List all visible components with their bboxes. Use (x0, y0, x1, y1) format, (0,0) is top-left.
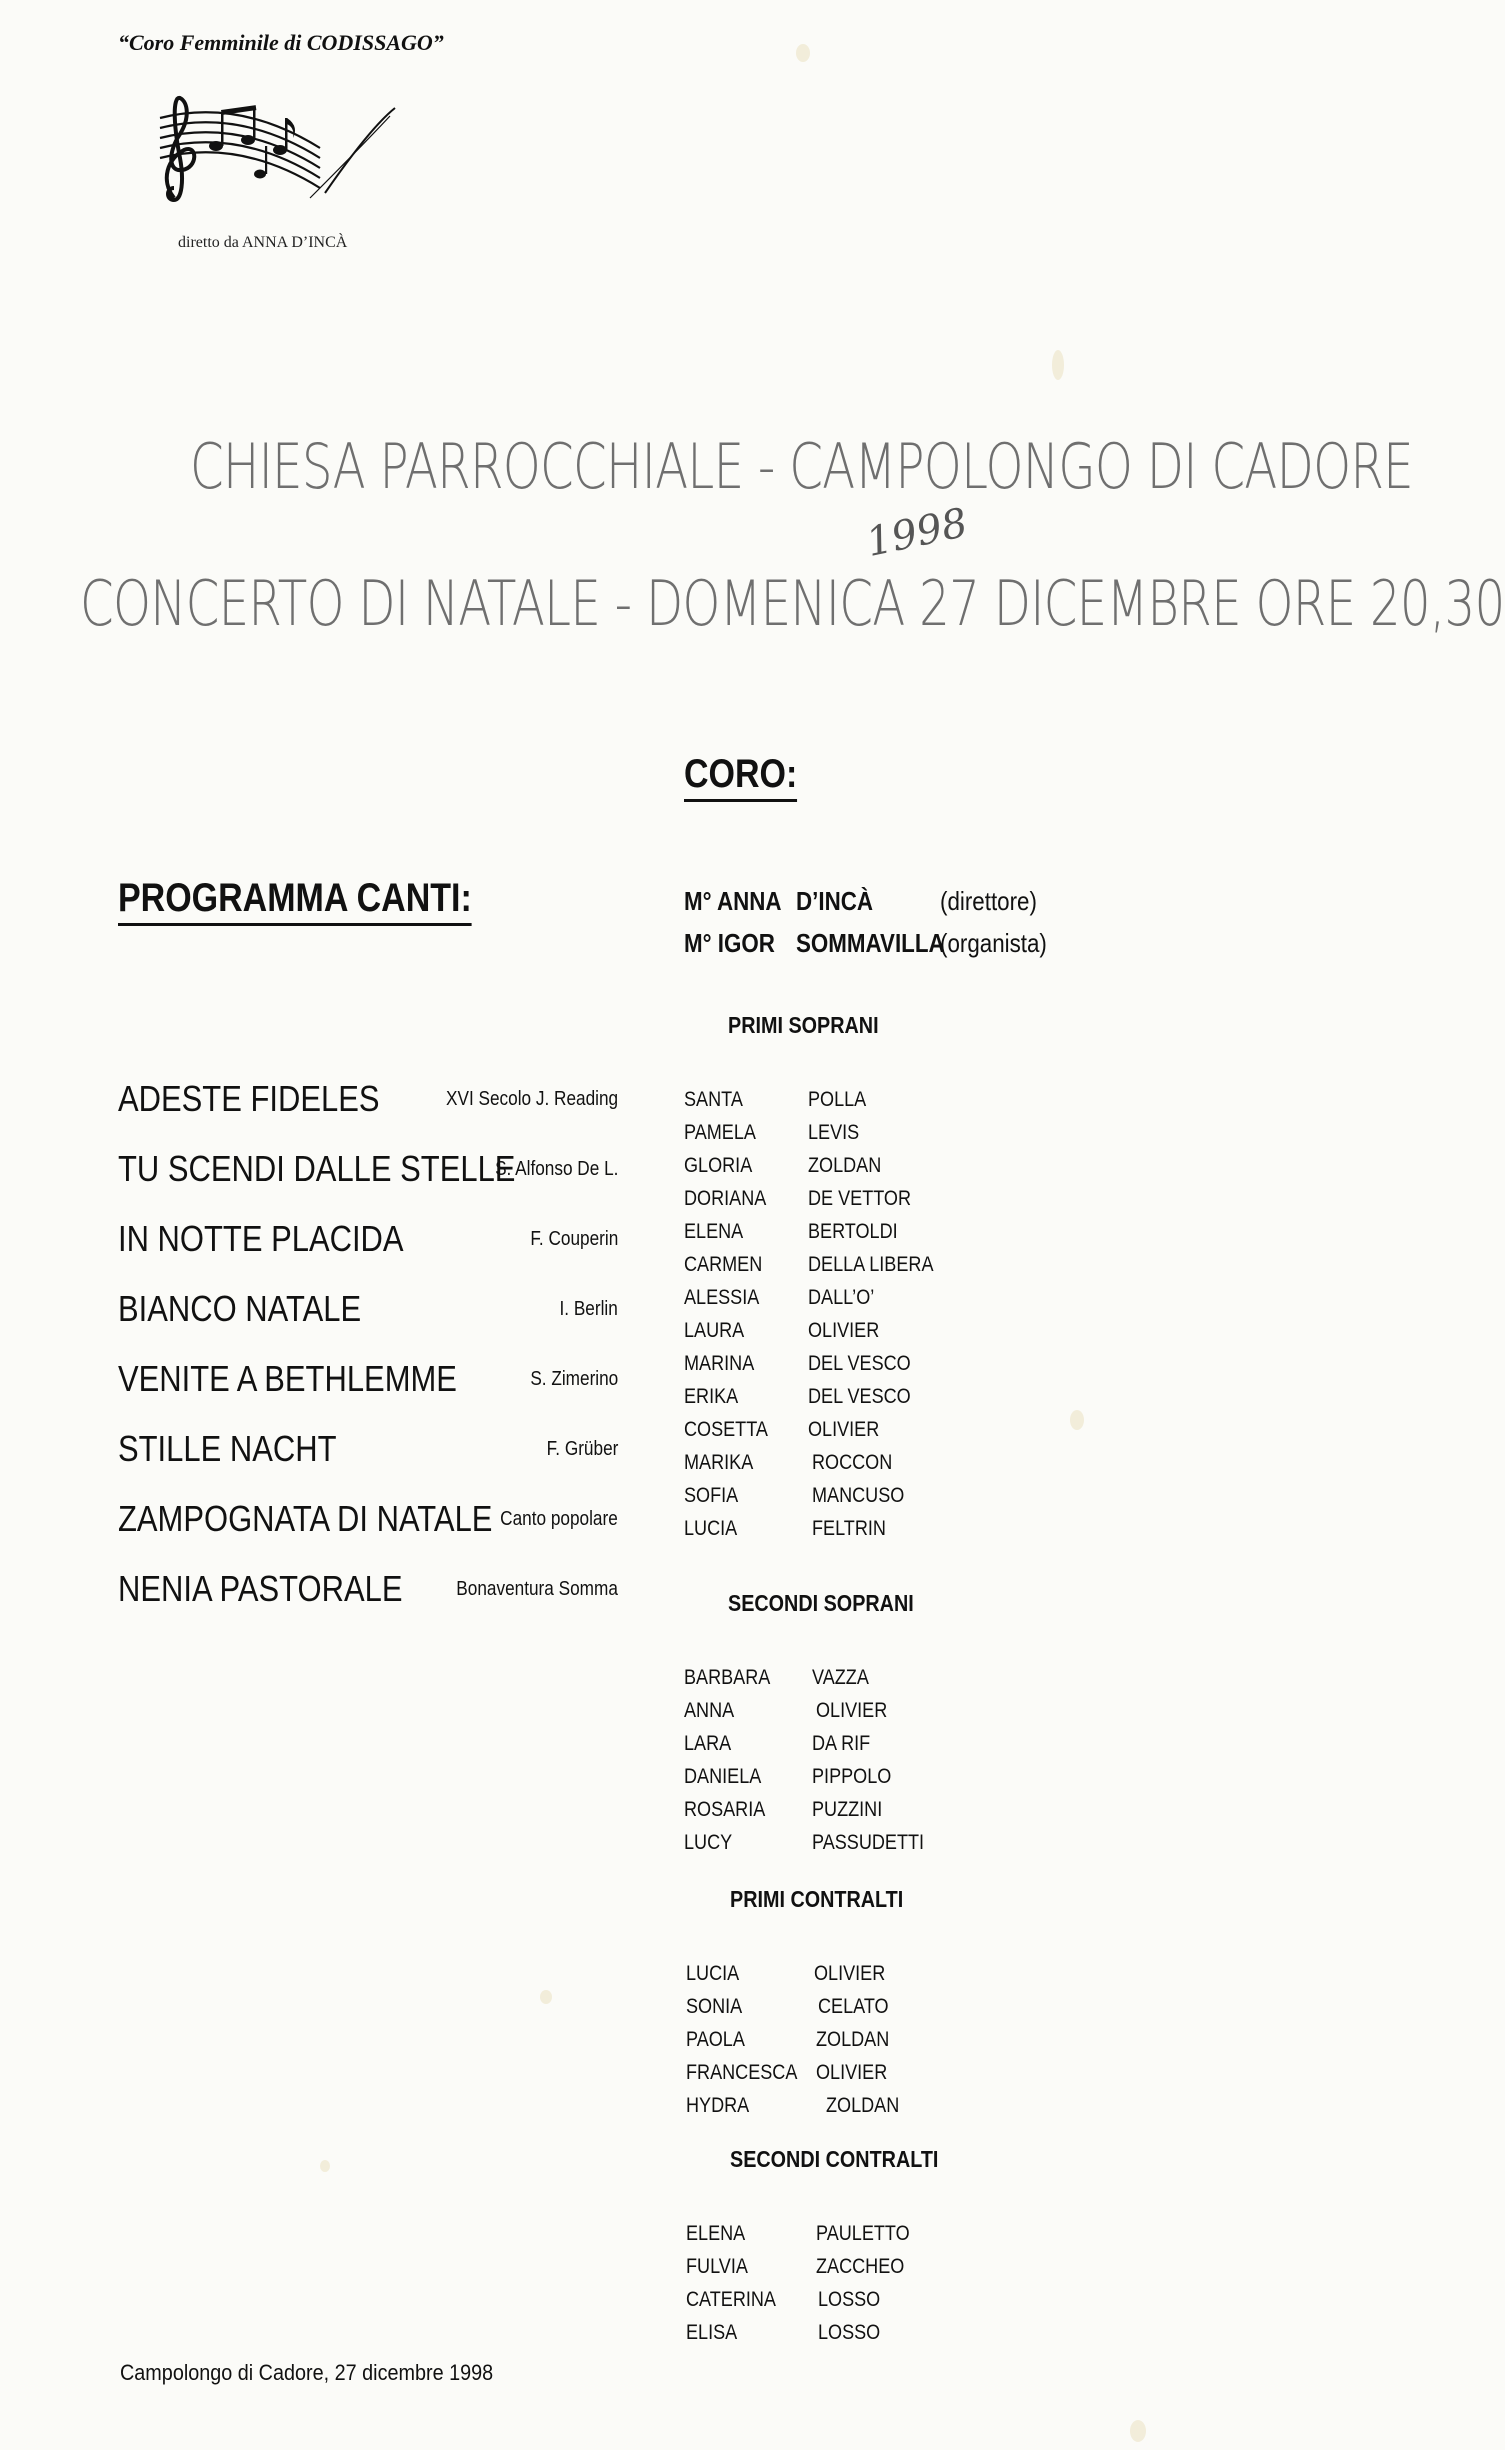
singer-last-name: OLIVIER (808, 1319, 880, 1342)
singer-last-name: OLIVIER (816, 1699, 888, 1722)
paper-stain (540, 1990, 552, 2004)
singer-first-name: ERIKA (684, 1385, 739, 1408)
venue-title: CHIESA PARROCCHIALE - CAMPOLONGO DI CADORE (190, 430, 1413, 503)
singer-first-name: LUCIA (686, 1962, 740, 1985)
singer-first-name: SOFIA (684, 1484, 739, 1507)
song-author: Canto popolare (500, 1508, 618, 1530)
singer-first-name: LUCIA (684, 1517, 738, 1540)
song-title: STILLE NACHT (118, 1428, 337, 1469)
singer-last-name: OLIVIER (808, 1418, 880, 1441)
singer-first-name: PAOLA (686, 2028, 745, 2051)
singer-last-name: POLLA (808, 1088, 867, 1111)
song-list (118, 1078, 618, 1638)
song-row (118, 1498, 618, 1568)
singer-last-name: PASSUDETTI (812, 1831, 925, 1854)
song-row (118, 1078, 618, 1148)
song-author: XVI Secolo J. Reading (445, 1088, 618, 1110)
singer-last-name: ZACCHEO (816, 2255, 905, 2278)
section-heading-primi-contralti: PRIMI CONTRALTI (730, 1886, 904, 1912)
paper-stain (1070, 1410, 1084, 1430)
singer-last-name: LOSSO (818, 2288, 881, 2311)
singer-last-name: LOSSO (818, 2321, 881, 2344)
singer-first-name: ELENA (684, 1220, 744, 1243)
staff-role: (direttore) (940, 886, 1037, 916)
singer-first-name: SONIA (686, 1995, 743, 2018)
director-line: diretto da ANNA D’INCÀ (178, 234, 348, 251)
staff-name: M° ANNA (684, 886, 782, 916)
singer-last-name: ZOLDAN (826, 2094, 900, 2117)
singer-first-name: MARINA (684, 1352, 755, 1375)
handwritten-year: 1998 (862, 499, 972, 567)
song-row (118, 1148, 618, 1218)
singer-last-name: DA RIF (812, 1732, 871, 1755)
singer-first-name: COSETTA (684, 1418, 768, 1441)
song-author: I. Berlin (559, 1298, 618, 1320)
singer-last-name: DEL VESCO (808, 1352, 911, 1375)
singer-first-name: ROSARIA (684, 1798, 766, 1821)
singer-first-name: ELENA (686, 2222, 746, 2245)
singer-first-name: FRANCESCA (686, 2061, 798, 2084)
singer-last-name: DEL VESCO (808, 1385, 911, 1408)
staff-surname: SOMMAVILLA (796, 928, 945, 958)
singer-first-name: LUCY (684, 1831, 733, 1854)
song-author: Bonaventura Somma (456, 1578, 618, 1600)
song-row (118, 1288, 618, 1358)
singer-last-name: PIPPOLO (812, 1765, 892, 1788)
staff-role: (organista) (940, 928, 1047, 958)
singer-first-name: CATERINA (686, 2288, 776, 2311)
choir-heading: CORO: (684, 752, 797, 802)
staff-surname: D’INCÀ (796, 886, 874, 916)
song-author: F. Grüber (546, 1438, 618, 1460)
choir-name: “Coro Femminile di CODISSAGO” (118, 30, 444, 55)
music-staff-logo (150, 88, 400, 218)
singer-last-name: OLIVIER (814, 1962, 886, 1985)
singer-last-name: VAZZA (812, 1666, 869, 1689)
song-title: ADESTE FIDELES (118, 1078, 380, 1119)
concert-title: CONCERTO DI NATALE - DOMENICA 27 DICEMBRE ORE 20,30 (80, 567, 1505, 640)
singer-last-name: DALL’O’ (808, 1286, 875, 1309)
song-author: S. Alfonso De L. (494, 1158, 618, 1180)
singer-last-name: ZOLDAN (808, 1154, 882, 1177)
singer-last-name: BERTOLDI (808, 1220, 898, 1243)
singer-first-name: DORIANA (684, 1187, 767, 1210)
singer-last-name: ZOLDAN (816, 2028, 890, 2051)
singer-first-name: SANTA (684, 1088, 743, 1111)
song-row (118, 1428, 618, 1498)
singer-first-name: HYDRA (686, 2094, 750, 2117)
singer-last-name: DELLA LIBERA (808, 1253, 934, 1276)
singer-first-name: GLORIA (684, 1154, 753, 1177)
singer-last-name: FELTRIN (812, 1517, 886, 1540)
singer-first-name: LARA (684, 1732, 732, 1755)
paper-stain (796, 44, 810, 62)
singer-last-name: MANCUSO (812, 1484, 905, 1507)
singer-first-name: BARBARA (684, 1666, 771, 1689)
singer-last-name: ROCCON (812, 1451, 893, 1474)
song-row (118, 1218, 618, 1288)
paper-stain (320, 2160, 330, 2172)
song-title: NENIA PASTORALE (118, 1568, 403, 1609)
singer-first-name: DANIELA (684, 1765, 762, 1788)
singer-first-name: ALESSIA (684, 1286, 760, 1309)
programme-heading: PROGRAMMA CANTI: (118, 876, 472, 926)
singer-first-name: ANNA (684, 1699, 735, 1722)
singer-last-name: CELATO (818, 1995, 889, 2018)
song-author: S. Zimerino (530, 1368, 618, 1390)
footer-place-date: Campolongo di Cadore, 27 dicembre 1998 (120, 2360, 494, 2385)
singer-first-name: FULVIA (686, 2255, 748, 2278)
section-heading-secondi-contralti: SECONDI CONTRALTI (730, 2146, 939, 2172)
section-heading-secondi-soprani: SECONDI SOPRANI (728, 1590, 914, 1616)
section-heading-primi-soprani: PRIMI SOPRANI (728, 1012, 879, 1038)
singer-last-name: DE VETTOR (808, 1187, 912, 1210)
singer-first-name: ELISA (686, 2321, 738, 2344)
song-row (118, 1568, 618, 1638)
song-author: F. Couperin (530, 1228, 618, 1250)
singer-first-name: LAURA (684, 1319, 745, 1342)
singer-first-name: CARMEN (684, 1253, 763, 1276)
paper-stain (1130, 2420, 1146, 2442)
singer-last-name: OLIVIER (816, 2061, 888, 2084)
staff-name: M° IGOR (684, 928, 775, 958)
singer-last-name: LEVIS (808, 1121, 860, 1144)
singer-first-name: PAMELA (684, 1121, 756, 1144)
song-title: IN NOTTE PLACIDA (118, 1218, 404, 1259)
song-row (118, 1358, 618, 1428)
song-title: TU SCENDI DALLE STELLE (118, 1148, 516, 1189)
singer-first-name: MARIKA (684, 1451, 754, 1474)
song-title: ZAMPOGNATA DI NATALE (118, 1498, 493, 1539)
singer-last-name: PAULETTO (816, 2222, 910, 2245)
singer-last-name: PUZZINI (812, 1798, 883, 1821)
song-title: VENITE A BETHLEMME (118, 1358, 457, 1399)
paper-stain (1052, 350, 1064, 380)
song-title: BIANCO NATALE (118, 1288, 362, 1329)
